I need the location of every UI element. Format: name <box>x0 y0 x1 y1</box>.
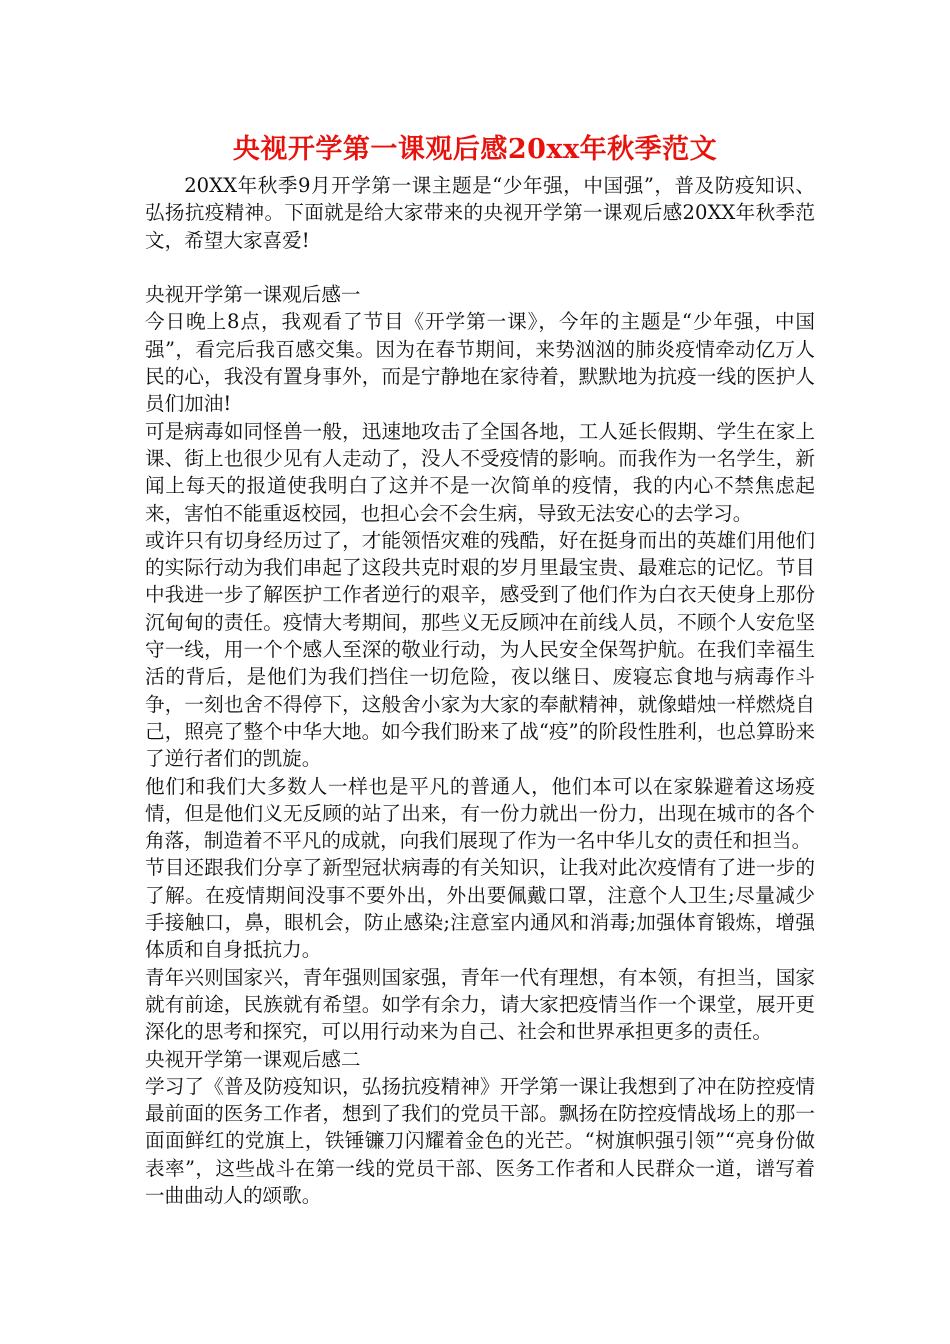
body-paragraph: 今日晚上8点，我观看了节目《开学第一课》，今年的主题是“少年强，中国强”，看完后我百感交集。因为在春节期间，来势汹汹的肺炎疫情牵动亿万人民的心，我没有置身事外，而是宁静地在家待着，默默地为抗疫一线的医护人员们加油! <box>145 310 815 416</box>
body-paragraph: 学习了《普及防疫知识，弘扬抗疫精神》开学第一课让我想到了冲在防控疫情最前面的医务工作者，想到了我们的党员干部。飘扬在防控疫情战场上的那一面面鲜红的党旗上，铁锤镰刀闪耀着金色的光芒。“树旗帜强引领”“亮身份做表率”，这些战斗在第一线的党员干部、医务工作者和人民群众一道，谱写着一曲曲动人的颂歌。 <box>145 1074 815 1207</box>
intro-paragraph: 20XX年秋季9月开学第一课主题是“少年强，中国强”，普及防疫知识、弘扬抗疫精神。下面就是给大家带来的央视开学第一课观后感20XX年秋季范文，希望大家喜爱! <box>145 174 815 252</box>
body-paragraph: 可是病毒如同怪兽一般，迅速地攻击了全国各地，工人延长假期、学生在家上课、街上也很少见有人走动了，没人不受疫情的影响。而我作为一名学生，新闻上每天的报道使我明白了这并不是一次简单的疫情，我的内心不禁焦虑起来，害怕不能重返校园，也担心会不会生病，导致无法安心的去学习。 <box>145 419 815 525</box>
body-paragraph: 青年兴则国家兴，青年强则国家强，青年一代有理想，有本领，有担当，国家就有前途，民族就有希望。如学有余力，请大家把疫情当作一个课堂，展开更深化的思考和探究，可以用行动来为自己、社会和世界承担更多的责任。 <box>145 965 815 1044</box>
body-paragraph: 他们和我们大多数人一样也是平凡的普通人，他们本可以在家躲避着这场疫情，但是他们义无反顾的站了出来，有一份力就出一份力，出现在城市的各个角落，制造着不平凡的成就，向我们展现了作为一名中华儿女的责任和担当。 <box>145 774 815 853</box>
body-paragraph: 或许只有切身经历过了，才能领悟灾难的残酷，好在挺身而出的英雄们用他们的实际行动为我们串起了这段共克时艰的岁月里最宝贵、最难忘的记忆。节目中我进一步了解医护工作者逆行的艰辛，感受到了他们作为白衣天使身上那份沉甸甸的责任。疫情大考期间，那些义无反顾冲在前线人员，不顾个人安危坚守一线，用一个个感人至深的敬业行动，为人民安全保驾护航。在我们幸福生活的背后，是他们为我们挡住一切危险，夜以继日、废寝忘食地与病毒作斗争，一刻也舍不得停下，这般舍小家为大家的奉献精神，就像蜡烛一样燃烧自己，照亮了整个中华大地。如今我们盼来了战“疫”的阶段性胜利，也总算盼来了逆行者们的凯旋。 <box>145 528 815 771</box>
document-title: 央视开学第一课观后感20xx年秋季范文 <box>232 134 718 165</box>
section-heading-2: 央视开学第一课观后感二 <box>145 1047 361 1071</box>
blank-line <box>145 254 815 281</box>
section-heading-1: 央视开学第一课观后感一 <box>145 283 361 307</box>
document-body <box>145 172 815 1209</box>
body-paragraph: 节目还跟我们分享了新型冠状病毒的有关知识，让我对此次疫情有了进一步的了解。在疫情期间没事不要外出，外出要佩戴口罩，注意个人卫生;尽量减少手接触口，鼻，眼机会，防止感染;注意室内通风和消毒;加强体育锻炼，增强体质和自身抵抗力。 <box>145 856 815 962</box>
